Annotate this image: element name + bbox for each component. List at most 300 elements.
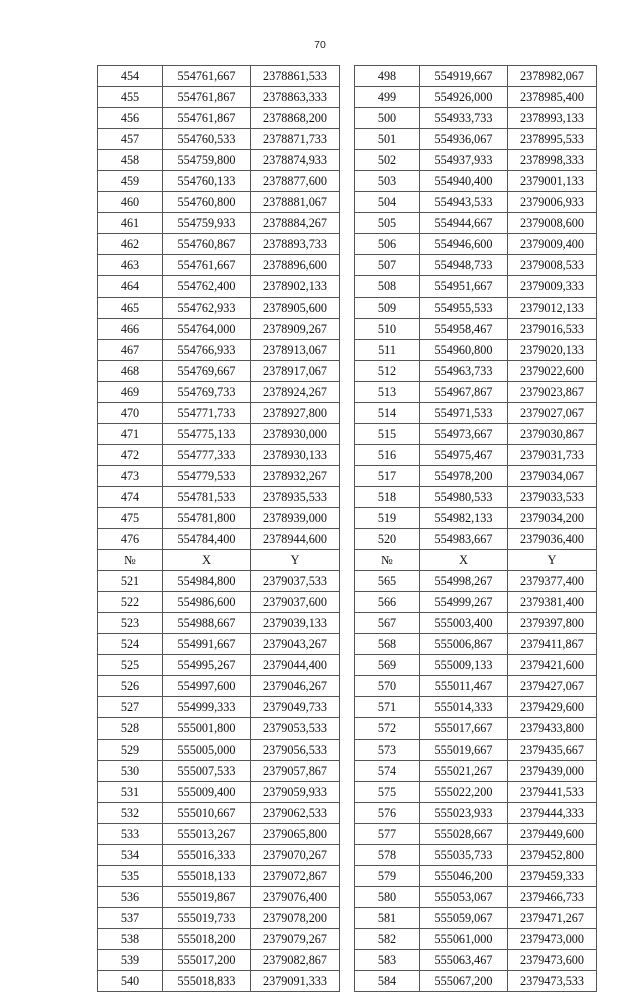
- point-number: 510: [355, 318, 420, 339]
- column-gap: [340, 865, 355, 886]
- y-coordinate: 2378985,400: [508, 87, 597, 108]
- x-coordinate: 554944,667: [420, 213, 508, 234]
- table-row: [98, 697, 597, 718]
- table-row: [98, 886, 597, 907]
- point-number: 465: [98, 297, 163, 318]
- x-coordinate: 555001,800: [163, 718, 251, 739]
- x-coordinate: 554984,800: [163, 571, 251, 592]
- table-row: [98, 613, 597, 634]
- point-number: 516: [355, 444, 420, 465]
- x-coordinate: 554926,000: [420, 87, 508, 108]
- y-coordinate: 2379039,133: [251, 613, 340, 634]
- point-number: 523: [98, 613, 163, 634]
- y-coordinate: 2379030,867: [508, 423, 597, 444]
- y-coordinate: 2379008,533: [508, 255, 597, 276]
- column-gap: [340, 192, 355, 213]
- table-row: [98, 66, 597, 87]
- y-coordinate: 2378939,000: [251, 507, 340, 528]
- point-number: 580: [355, 886, 420, 907]
- table-row: [98, 360, 597, 381]
- x-coordinate: 555035,733: [420, 844, 508, 865]
- point-number: 460: [98, 192, 163, 213]
- point-number: 509: [355, 297, 420, 318]
- y-coordinate: 2379433,800: [508, 718, 597, 739]
- point-number: 466: [98, 318, 163, 339]
- column-gap: [340, 297, 355, 318]
- x-coordinate: 554769,667: [163, 360, 251, 381]
- point-number: 511: [355, 339, 420, 360]
- x-coordinate: 555017,667: [420, 718, 508, 739]
- table-row: [98, 781, 597, 802]
- point-number: 539: [98, 949, 163, 970]
- x-coordinate: 555063,467: [420, 949, 508, 970]
- x-coordinate: 555017,200: [163, 949, 251, 970]
- x-coordinate: 555067,200: [420, 971, 508, 992]
- x-coordinate: 555021,267: [420, 760, 508, 781]
- point-number: 513: [355, 381, 420, 402]
- point-number: 520: [355, 529, 420, 550]
- column-gap: [340, 760, 355, 781]
- y-coordinate: 2379449,600: [508, 823, 597, 844]
- point-number: 458: [98, 150, 163, 171]
- x-coordinate: 554946,600: [420, 234, 508, 255]
- table-row: [98, 444, 597, 465]
- y-coordinate: 2379056,533: [251, 739, 340, 760]
- column-gap: [340, 592, 355, 613]
- table-row: [98, 655, 597, 676]
- x-coordinate: 554762,400: [163, 276, 251, 297]
- point-number: 519: [355, 507, 420, 528]
- point-number: 454: [98, 66, 163, 87]
- y-coordinate: 2378884,267: [251, 213, 340, 234]
- point-number: 459: [98, 171, 163, 192]
- column-gap: [340, 886, 355, 907]
- x-coordinate: 554781,800: [163, 507, 251, 528]
- point-number: 522: [98, 592, 163, 613]
- y-coordinate: 2378896,600: [251, 255, 340, 276]
- x-coordinate: 555003,400: [420, 613, 508, 634]
- y-coordinate: 2378935,533: [251, 486, 340, 507]
- y-coordinate: 2378902,133: [251, 276, 340, 297]
- x-coordinate: 554761,867: [163, 87, 251, 108]
- column-gap: [340, 676, 355, 697]
- x-coordinate: 554999,267: [420, 592, 508, 613]
- y-coordinate: 2379037,600: [251, 592, 340, 613]
- y-coordinate: 2379444,333: [508, 802, 597, 823]
- point-number: 528: [98, 718, 163, 739]
- y-coordinate: 2379091,333: [251, 971, 340, 992]
- x-coordinate: 555022,200: [420, 781, 508, 802]
- y-coordinate: 2378930,133: [251, 444, 340, 465]
- point-number: 457: [98, 129, 163, 150]
- point-number: 582: [355, 928, 420, 949]
- point-number: 471: [98, 423, 163, 444]
- point-number: 499: [355, 87, 420, 108]
- x-coordinate: 554983,667: [420, 529, 508, 550]
- x-coordinate: 555053,067: [420, 886, 508, 907]
- point-number: 525: [98, 655, 163, 676]
- x-coordinate: 555061,000: [420, 928, 508, 949]
- table-row: [98, 255, 597, 276]
- y-coordinate: 2379027,067: [508, 402, 597, 423]
- y-coordinate: 2378932,267: [251, 465, 340, 486]
- point-number: 500: [355, 108, 420, 129]
- x-coordinate: 554980,533: [420, 486, 508, 507]
- y-coordinate: 2378917,067: [251, 360, 340, 381]
- point-number: 573: [355, 739, 420, 760]
- x-coordinate: 554779,533: [163, 465, 251, 486]
- table-row: [98, 718, 597, 739]
- table-row: [98, 339, 597, 360]
- x-coordinate: 554986,600: [163, 592, 251, 613]
- x-coordinate: 555005,000: [163, 739, 251, 760]
- point-number: 571: [355, 697, 420, 718]
- table-row: [98, 907, 597, 928]
- x-coordinate: 555009,400: [163, 781, 251, 802]
- column-gap: [340, 928, 355, 949]
- x-coordinate: 555010,667: [163, 802, 251, 823]
- y-coordinate: 2378927,800: [251, 402, 340, 423]
- x-coordinate: 554991,667: [163, 634, 251, 655]
- point-number: 501: [355, 129, 420, 150]
- y-coordinate: 2379034,067: [508, 465, 597, 486]
- point-number: 470: [98, 402, 163, 423]
- x-coordinate: 555059,067: [420, 907, 508, 928]
- column-gap: [340, 276, 355, 297]
- y-coordinate: 2378868,200: [251, 108, 340, 129]
- point-number: 583: [355, 949, 420, 970]
- x-coordinate: 555009,133: [420, 655, 508, 676]
- x-coordinate: 554759,800: [163, 150, 251, 171]
- point-number: 577: [355, 823, 420, 844]
- point-number: 581: [355, 907, 420, 928]
- table-row: [98, 571, 597, 592]
- point-number: 578: [355, 844, 420, 865]
- column-gap: [340, 66, 355, 87]
- column-gap: [340, 613, 355, 634]
- y-coordinate: 2379377,400: [508, 571, 597, 592]
- page-number: 70: [314, 39, 326, 51]
- x-coordinate: 554937,933: [420, 150, 508, 171]
- column-gap: [340, 718, 355, 739]
- point-number: 540: [98, 971, 163, 992]
- column-gap: [340, 739, 355, 760]
- x-coordinate: 554971,533: [420, 402, 508, 423]
- table-row: [98, 823, 597, 844]
- y-coordinate: 2379471,267: [508, 907, 597, 928]
- column-gap: [340, 571, 355, 592]
- table-row: [98, 150, 597, 171]
- table-row: [98, 465, 597, 486]
- table-row: [98, 928, 597, 949]
- point-number: 531: [98, 781, 163, 802]
- point-number: 569: [355, 655, 420, 676]
- y-coordinate: 2379046,267: [251, 676, 340, 697]
- y-coordinate: 2379036,400: [508, 529, 597, 550]
- point-number: 515: [355, 423, 420, 444]
- x-coordinate: 554995,267: [163, 655, 251, 676]
- table-row: [98, 592, 597, 613]
- point-number: 534: [98, 844, 163, 865]
- point-number: 584: [355, 971, 420, 992]
- y-coordinate: 2379031,733: [508, 444, 597, 465]
- column-gap: [340, 381, 355, 402]
- column-gap: [340, 781, 355, 802]
- point-number: 507: [355, 255, 420, 276]
- column-gap: [340, 949, 355, 970]
- point-number: 506: [355, 234, 420, 255]
- point-number: 538: [98, 928, 163, 949]
- point-number: 474: [98, 486, 163, 507]
- x-coordinate: 554960,800: [420, 339, 508, 360]
- point-number: 502: [355, 150, 420, 171]
- y-coordinate: 2378893,733: [251, 234, 340, 255]
- y-coordinate: 2378863,333: [251, 87, 340, 108]
- y-coordinate: 2379473,000: [508, 928, 597, 949]
- column-gap: [340, 402, 355, 423]
- header-y: Y: [508, 550, 597, 571]
- point-number: 505: [355, 213, 420, 234]
- column-gap: [340, 465, 355, 486]
- x-coordinate: 554940,400: [420, 171, 508, 192]
- table-row: [98, 486, 597, 507]
- y-coordinate: 2379001,133: [508, 171, 597, 192]
- table-row: [98, 971, 597, 992]
- point-number: 473: [98, 465, 163, 486]
- table-header-row: [98, 550, 597, 571]
- y-coordinate: 2378909,267: [251, 318, 340, 339]
- y-coordinate: 2378982,067: [508, 66, 597, 87]
- y-coordinate: 2379078,200: [251, 907, 340, 928]
- table-row: [98, 108, 597, 129]
- y-coordinate: 2379065,800: [251, 823, 340, 844]
- y-coordinate: 2378993,133: [508, 108, 597, 129]
- table-row: [98, 760, 597, 781]
- header-number: №: [355, 550, 420, 571]
- coordinates-table-body: [98, 66, 597, 992]
- point-number: 574: [355, 760, 420, 781]
- x-coordinate: 554978,200: [420, 465, 508, 486]
- y-coordinate: 2378995,533: [508, 129, 597, 150]
- y-coordinate: 2378913,067: [251, 339, 340, 360]
- point-number: 475: [98, 507, 163, 528]
- table-row: [98, 87, 597, 108]
- point-number: 572: [355, 718, 420, 739]
- point-number: 537: [98, 907, 163, 928]
- x-coordinate: 554988,667: [163, 613, 251, 634]
- y-coordinate: 2379397,800: [508, 613, 597, 634]
- column-gap: [340, 844, 355, 865]
- header-number: №: [98, 550, 163, 571]
- y-coordinate: 2379037,533: [251, 571, 340, 592]
- column-gap: [340, 486, 355, 507]
- x-coordinate: 554933,733: [420, 108, 508, 129]
- x-coordinate: 554777,333: [163, 444, 251, 465]
- y-coordinate: 2379043,267: [251, 634, 340, 655]
- column-gap: [340, 213, 355, 234]
- x-coordinate: 554775,133: [163, 423, 251, 444]
- coordinates-table: [97, 65, 597, 992]
- point-number: 536: [98, 886, 163, 907]
- table-row: [98, 213, 597, 234]
- point-number: 469: [98, 381, 163, 402]
- x-coordinate: 555011,467: [420, 676, 508, 697]
- table-row: [98, 634, 597, 655]
- y-coordinate: 2379072,867: [251, 865, 340, 886]
- point-number: 504: [355, 192, 420, 213]
- point-number: 498: [355, 66, 420, 87]
- y-coordinate: 2379082,867: [251, 949, 340, 970]
- point-number: 535: [98, 865, 163, 886]
- y-coordinate: 2379033,533: [508, 486, 597, 507]
- y-coordinate: 2379473,600: [508, 949, 597, 970]
- column-gap: [340, 634, 355, 655]
- header-x: X: [163, 550, 251, 571]
- table-row: [98, 844, 597, 865]
- y-coordinate: 2379381,400: [508, 592, 597, 613]
- x-coordinate: 554769,733: [163, 381, 251, 402]
- point-number: 565: [355, 571, 420, 592]
- point-number: 579: [355, 865, 420, 886]
- table-row: [98, 507, 597, 528]
- y-coordinate: 2379049,733: [251, 697, 340, 718]
- point-number: 514: [355, 402, 420, 423]
- point-number: 461: [98, 213, 163, 234]
- x-coordinate: 555019,733: [163, 907, 251, 928]
- table-row: [98, 949, 597, 970]
- point-number: 518: [355, 486, 420, 507]
- x-coordinate: 554760,533: [163, 129, 251, 150]
- point-number: 526: [98, 676, 163, 697]
- point-number: 512: [355, 360, 420, 381]
- table-row: [98, 297, 597, 318]
- x-coordinate: 554963,733: [420, 360, 508, 381]
- x-coordinate: 555019,667: [420, 739, 508, 760]
- x-coordinate: 554766,933: [163, 339, 251, 360]
- y-coordinate: 2378924,267: [251, 381, 340, 402]
- x-coordinate: 555046,200: [420, 865, 508, 886]
- column-gap: [340, 234, 355, 255]
- y-coordinate: 2379441,533: [508, 781, 597, 802]
- table-row: [98, 318, 597, 339]
- table-row: [98, 276, 597, 297]
- y-coordinate: 2378930,000: [251, 423, 340, 444]
- point-number: 575: [355, 781, 420, 802]
- y-coordinate: 2379020,133: [508, 339, 597, 360]
- x-coordinate: 554761,667: [163, 66, 251, 87]
- point-number: 467: [98, 339, 163, 360]
- y-coordinate: 2378874,933: [251, 150, 340, 171]
- point-number: 503: [355, 171, 420, 192]
- y-coordinate: 2379053,533: [251, 718, 340, 739]
- table-row: [98, 129, 597, 150]
- x-coordinate: 554955,533: [420, 297, 508, 318]
- x-coordinate: 554761,867: [163, 108, 251, 129]
- x-coordinate: 555007,533: [163, 760, 251, 781]
- x-coordinate: 554761,667: [163, 255, 251, 276]
- x-coordinate: 554997,600: [163, 676, 251, 697]
- column-gap: [340, 87, 355, 108]
- column-gap: [340, 444, 355, 465]
- y-coordinate: 2379427,067: [508, 676, 597, 697]
- column-gap: [340, 907, 355, 928]
- table-row: [98, 802, 597, 823]
- column-gap: [340, 655, 355, 676]
- y-coordinate: 2379452,800: [508, 844, 597, 865]
- column-gap: [340, 171, 355, 192]
- x-coordinate: 555014,333: [420, 697, 508, 718]
- y-coordinate: 2378998,333: [508, 150, 597, 171]
- x-coordinate: 554975,467: [420, 444, 508, 465]
- point-number: 476: [98, 529, 163, 550]
- x-coordinate: 554784,400: [163, 529, 251, 550]
- point-number: 468: [98, 360, 163, 381]
- table-row: [98, 402, 597, 423]
- header-y: Y: [251, 550, 340, 571]
- column-gap: [340, 423, 355, 444]
- y-coordinate: 2379023,867: [508, 381, 597, 402]
- x-coordinate: 554762,933: [163, 297, 251, 318]
- point-number: 472: [98, 444, 163, 465]
- y-coordinate: 2378944,600: [251, 529, 340, 550]
- y-coordinate: 2378877,600: [251, 171, 340, 192]
- y-coordinate: 2378871,733: [251, 129, 340, 150]
- table-row: [98, 423, 597, 444]
- column-gap: [340, 108, 355, 129]
- point-number: 529: [98, 739, 163, 760]
- y-coordinate: 2379421,600: [508, 655, 597, 676]
- column-gap: [340, 360, 355, 381]
- y-coordinate: 2379016,533: [508, 318, 597, 339]
- x-coordinate: 555018,200: [163, 928, 251, 949]
- y-coordinate: 2378861,533: [251, 66, 340, 87]
- x-coordinate: 554998,267: [420, 571, 508, 592]
- y-coordinate: 2379062,533: [251, 802, 340, 823]
- x-coordinate: 554967,867: [420, 381, 508, 402]
- x-coordinate: 555023,933: [420, 802, 508, 823]
- table-row: [98, 234, 597, 255]
- x-coordinate: 554999,333: [163, 697, 251, 718]
- y-coordinate: 2379429,600: [508, 697, 597, 718]
- x-coordinate: 554760,800: [163, 192, 251, 213]
- column-gap: [340, 339, 355, 360]
- x-coordinate: 555006,867: [420, 634, 508, 655]
- point-number: 456: [98, 108, 163, 129]
- x-coordinate: 554759,933: [163, 213, 251, 234]
- y-coordinate: 2379435,667: [508, 739, 597, 760]
- x-coordinate: 554958,467: [420, 318, 508, 339]
- y-coordinate: 2379079,267: [251, 928, 340, 949]
- y-coordinate: 2378905,600: [251, 297, 340, 318]
- column-gap: [340, 971, 355, 992]
- x-coordinate: 554771,733: [163, 402, 251, 423]
- table-row: [98, 171, 597, 192]
- x-coordinate: 554764,000: [163, 318, 251, 339]
- column-gap: [340, 318, 355, 339]
- point-number: 566: [355, 592, 420, 613]
- x-coordinate: 554948,733: [420, 255, 508, 276]
- column-gap: [340, 129, 355, 150]
- point-number: 527: [98, 697, 163, 718]
- x-coordinate: 555018,833: [163, 971, 251, 992]
- table-row: [98, 381, 597, 402]
- table-row: [98, 676, 597, 697]
- point-number: 530: [98, 760, 163, 781]
- column-gap: [340, 529, 355, 550]
- y-coordinate: 2379044,400: [251, 655, 340, 676]
- point-number: 508: [355, 276, 420, 297]
- point-number: 532: [98, 802, 163, 823]
